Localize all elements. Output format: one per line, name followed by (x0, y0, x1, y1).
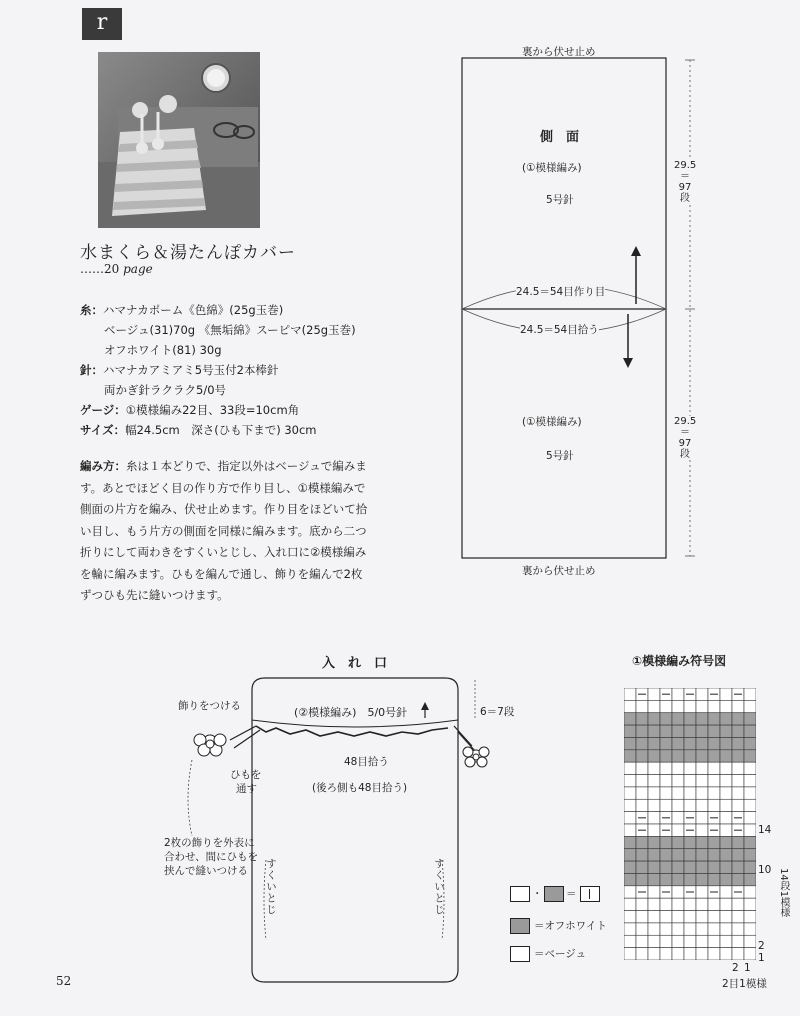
chart-cell (684, 700, 696, 712)
chart-cell (648, 948, 660, 960)
chart-cell (696, 775, 708, 787)
chart-cell (648, 700, 660, 712)
chart-cell (624, 923, 636, 935)
chart-cell (696, 935, 708, 947)
chart-cell (720, 898, 732, 910)
chart-cell (624, 935, 636, 947)
chart-cell (672, 873, 684, 885)
chart-cell (720, 911, 732, 923)
chart-cell (708, 836, 720, 848)
pattern-title: 水まくら＆湯たんぽカバー (80, 243, 296, 263)
page-ref-dots: …… (80, 262, 104, 276)
arrow-down-head-icon (623, 358, 633, 368)
chart-cell (636, 911, 648, 923)
chart-cell (744, 824, 756, 836)
pattern-top-label: (①模様編み) (522, 162, 582, 174)
legend-dot: ・ (532, 888, 543, 900)
chart-cell (732, 948, 744, 960)
chart-cell (648, 775, 660, 787)
method-label: 編み方： (80, 459, 126, 473)
materials-needle (80, 360, 278, 380)
chart-cell (696, 762, 708, 774)
chart-cell (672, 713, 684, 725)
chart-cell (648, 787, 660, 799)
chart-cell (624, 688, 636, 700)
legend-offwhite-box (510, 918, 530, 934)
chart-cell (732, 898, 744, 910)
chart-cell (684, 799, 696, 811)
chart-cell (720, 861, 732, 873)
chart-cell (720, 700, 732, 712)
chart-cell (720, 923, 732, 935)
chart-cell (624, 861, 636, 873)
chart-cell (720, 849, 732, 861)
needle-label: 針： (80, 363, 103, 377)
chart-cell (708, 799, 720, 811)
chart-cell (744, 861, 756, 873)
chart-cell (696, 886, 708, 898)
chart-cell (708, 787, 720, 799)
chart-cell (732, 911, 744, 923)
chart-cell (672, 948, 684, 960)
chart-cell (684, 923, 696, 935)
flower-left-icon (194, 734, 226, 756)
chart-cell (684, 911, 696, 923)
chart-cell (744, 688, 756, 700)
chart-cell (636, 750, 648, 762)
chart-cell (732, 873, 744, 885)
chart-cell (744, 911, 756, 923)
size-label: サイズ： (80, 423, 126, 437)
chart-cell (624, 775, 636, 787)
chart-cell (660, 737, 672, 749)
chart-cell (732, 750, 744, 762)
chart-row-2: 2 (758, 940, 765, 952)
chart-cell (696, 688, 708, 700)
chart-cell (624, 725, 636, 737)
chart-cell (744, 799, 756, 811)
chart-cell (744, 948, 756, 960)
chart-cell (648, 836, 660, 848)
chart-cell (672, 787, 684, 799)
chart-cell (732, 737, 744, 749)
chart-cell (720, 873, 732, 885)
chart-cell (636, 762, 648, 774)
chart-cell (672, 923, 684, 935)
chart-cell (684, 737, 696, 749)
chart-row-1: 1 (758, 952, 765, 964)
bag-back-pickup-label: (後ろ側も48目拾う) (312, 782, 408, 794)
needle-line1: ハマナカアミアミ5号玉付2本棒針 (103, 363, 279, 377)
flower-right-icon (463, 747, 489, 767)
chart-cell (684, 861, 696, 873)
chart-cell (744, 873, 756, 885)
chart-cell (732, 836, 744, 848)
chart-cell (648, 750, 660, 762)
chart-cell (720, 688, 732, 700)
chart-cell (624, 812, 636, 824)
chart-cell (708, 849, 720, 861)
chart-cell (636, 737, 648, 749)
chart-cell (660, 898, 672, 910)
chart-cell (720, 812, 732, 824)
yarn-line2: ベージュ(31)70g 《無垢綿》スーピマ(25g玉巻) (104, 323, 356, 337)
chart-cell (660, 775, 672, 787)
chart-row-14: 14 (758, 824, 772, 836)
legend-purl-box (580, 886, 600, 902)
chart-cell (696, 787, 708, 799)
chart-cell (624, 762, 636, 774)
page-reference (80, 262, 153, 276)
chart-cell (660, 923, 672, 935)
product-photo (98, 52, 260, 228)
legend-shaded-box (544, 886, 564, 902)
chart-cell (684, 849, 696, 861)
chart-cell (732, 849, 744, 861)
chart-cell (672, 898, 684, 910)
bag-pattern-label: (②模様編み) 5/0号針 (294, 706, 408, 719)
chart-cell (720, 948, 732, 960)
height-bottom-label: 29.5 ＝ 97 段 (674, 416, 697, 460)
chart-cell (720, 886, 732, 898)
chart-cell (636, 799, 648, 811)
chart-cell (672, 799, 684, 811)
chart-cell (672, 861, 684, 873)
chart-cell (708, 762, 720, 774)
chart-cell (684, 935, 696, 947)
materials-gauge (80, 400, 299, 420)
legend-beige-box (510, 946, 530, 962)
chart-cell (624, 737, 636, 749)
chart-cell (684, 898, 696, 910)
chart-cell (696, 948, 708, 960)
chart-cell (660, 861, 672, 873)
chart-cell (636, 849, 648, 861)
chart-cell (624, 911, 636, 923)
chart-cell (708, 737, 720, 749)
method-text: 糸は１本どりで、指定以外はベージュで編みます。あとでほどく目の作り方で作り目し、①模様編みで側面の片方を編み、伏せ止めます。作り目をほどいて拾い目し、もう片方の側面を同様に編みます。底から二つ折りにして両わきをすくいとじし、入れ口に②模様編みを輪に編みます。ひもを編んで通し、飾りを編んで2枚ずつひも先に縫いつけます。 (80, 459, 368, 602)
chart-cell (672, 911, 684, 923)
chart-cell (696, 923, 708, 935)
chart-cell (720, 836, 732, 848)
chart-cell (732, 713, 744, 725)
chart-cell (648, 923, 660, 935)
chart-cell (684, 725, 696, 737)
materials-size (80, 420, 317, 440)
chart-cell (708, 873, 720, 885)
chart-cell (660, 948, 672, 960)
chart-cell (624, 849, 636, 861)
chart-cell (636, 713, 648, 725)
chart-cell (648, 812, 660, 824)
chart-cell (744, 849, 756, 861)
chart-cell (696, 824, 708, 836)
chart-cell (672, 824, 684, 836)
chart-cell (732, 861, 744, 873)
chart-cell (672, 886, 684, 898)
yarn-line1: ハマナカポーム《色綿》(25g玉巻) (103, 303, 284, 317)
chart-cell (732, 923, 744, 935)
chart-cell (744, 700, 756, 712)
chart-cell (648, 725, 660, 737)
chart-cell (744, 812, 756, 824)
legend-equals: ＝ (566, 888, 577, 900)
chart-cell (708, 775, 720, 787)
chart-cell (624, 799, 636, 811)
legend-blank-box (510, 886, 530, 902)
chart-cell (708, 923, 720, 935)
chart-cell (672, 750, 684, 762)
section-badge: r (82, 8, 122, 40)
chart-cell (624, 898, 636, 910)
chart-cell (732, 725, 744, 737)
height-top-label: 29.5 ＝ 97 段 (674, 160, 697, 204)
chart-cell (684, 775, 696, 787)
chart-cell (672, 836, 684, 848)
chart-cell (744, 836, 756, 848)
chart-cell (636, 787, 648, 799)
chart-cell (672, 812, 684, 824)
chart-cell (648, 886, 660, 898)
chart-cell (696, 725, 708, 737)
chart-cell (660, 849, 672, 861)
chart-cell (660, 873, 672, 885)
chart-cell (660, 750, 672, 762)
materials-yarn (80, 300, 283, 320)
chart-cell (636, 861, 648, 873)
chart-cell (732, 799, 744, 811)
chart-cell (696, 713, 708, 725)
pick-up-label: 24.5＝54目拾う (520, 324, 599, 336)
chart-cell (732, 787, 744, 799)
side-panel-diagram (440, 40, 720, 580)
chart-cell (684, 750, 696, 762)
chart-cell (624, 824, 636, 836)
chart-cell (708, 935, 720, 947)
chart-cell (744, 787, 756, 799)
chart-cell (648, 713, 660, 725)
cord-path (256, 726, 448, 736)
ornament-note: 2枚の飾りを外表に 合わせ、間にひもを 挟んで縫いつける (164, 837, 259, 877)
chart-cell (624, 713, 636, 725)
chart-cell (708, 898, 720, 910)
chart-cell (744, 713, 756, 725)
chart-col-1: 1 (744, 962, 751, 974)
chart-cell (696, 799, 708, 811)
top-bindoff-label: 裏から伏せ止め (522, 46, 596, 58)
chart-cell (624, 750, 636, 762)
chart-cell (660, 700, 672, 712)
chart-cell (624, 886, 636, 898)
chart-cell (696, 911, 708, 923)
chart-cell (660, 787, 672, 799)
arrow-up-head-icon (631, 246, 641, 256)
chart-cell (744, 935, 756, 947)
legend-offwhite-label: ＝オフホワイト (534, 920, 607, 932)
chart-cell (648, 935, 660, 947)
ornament-label: 飾りをつける (178, 700, 241, 712)
gauge-label: ゲージ： (80, 403, 126, 417)
chart-cell (708, 725, 720, 737)
chart-cell (696, 812, 708, 824)
chart-cell (708, 750, 720, 762)
seam-right-label: すくいとじ (433, 858, 445, 916)
chart-cell (744, 886, 756, 898)
opening-line (252, 720, 458, 727)
chart-cell (684, 873, 696, 885)
chart-cell (732, 762, 744, 774)
cord-label: ひもを 通す (230, 769, 262, 795)
chart-cell (648, 799, 660, 811)
chart-cell (648, 898, 660, 910)
knitting-method (80, 456, 370, 607)
chart-cell (672, 737, 684, 749)
chart-cell (672, 725, 684, 737)
page-ref-number: 20 (104, 262, 120, 276)
chart-cell (720, 737, 732, 749)
chart-cell (720, 775, 732, 787)
chart-cell (720, 713, 732, 725)
yarn-label: 糸： (80, 303, 103, 317)
chart-cell (744, 737, 756, 749)
chart-cell (624, 700, 636, 712)
chart-cell (684, 787, 696, 799)
chart-cell (696, 737, 708, 749)
chart-cell (732, 775, 744, 787)
chart-cell (660, 762, 672, 774)
chart-cell (684, 713, 696, 725)
chart-cell (720, 750, 732, 762)
chart-cell (732, 935, 744, 947)
chart-cell (648, 911, 660, 923)
chart-cell (660, 799, 672, 811)
chart-cell (696, 898, 708, 910)
chart-cell (660, 836, 672, 848)
chart-cell (720, 787, 732, 799)
chart-cell (636, 700, 648, 712)
chart-cell (648, 688, 660, 700)
bottom-bindoff-label: 裏から伏せ止め (522, 565, 596, 577)
chart-cell (648, 762, 660, 774)
chart-cell (648, 737, 660, 749)
chart-cell (636, 935, 648, 947)
chart-cell (624, 836, 636, 848)
seam-left-label: すくいとじ (265, 858, 277, 916)
chart-cell (660, 935, 672, 947)
chart-cell (648, 824, 660, 836)
chart-cell (720, 799, 732, 811)
chart-cell (672, 775, 684, 787)
chart-cell (684, 948, 696, 960)
chart-cell (636, 948, 648, 960)
chart-cell (708, 713, 720, 725)
chart-repeat-vertical: 14段1模様 (778, 868, 789, 918)
page-number: 52 (56, 974, 72, 988)
needle-line2: 両かぎ針ラクラク5/0号 (104, 383, 227, 397)
chart-title: ①模様編み符号図 (632, 654, 727, 668)
needle-top-label: 5号針 (546, 194, 574, 206)
chart-cell (720, 725, 732, 737)
chart-cell (696, 750, 708, 762)
yarn-line3: オフホワイト(81) 30g (104, 343, 222, 357)
chart-cell (684, 762, 696, 774)
chart-cell (720, 762, 732, 774)
chart-cell (744, 725, 756, 737)
chart-cell (708, 911, 720, 923)
side-panel-title: 側 面 (540, 130, 580, 145)
chart-row-10: 10 (758, 864, 772, 876)
gauge-value: ①模様編み22目、33段=10cm角 (125, 403, 300, 417)
chart-cell (624, 787, 636, 799)
needle-bottom-label: 5号針 (546, 450, 574, 462)
pattern-bottom-label: (①模様編み) (522, 416, 582, 428)
chart-cell (624, 873, 636, 885)
bag-pickup-label: 48目拾う (344, 756, 389, 768)
size-value: 幅24.5cm 深さ(ひも下まで) 30cm (125, 423, 317, 437)
opening-title: 入 れ 口 (322, 656, 388, 671)
chart-cell (708, 700, 720, 712)
chart-cell (636, 725, 648, 737)
bag-rows-label: 6＝7段 (480, 706, 515, 718)
chart-cell (636, 836, 648, 848)
chart-cell (672, 849, 684, 861)
chart-col-2: 2 (732, 962, 739, 974)
page-ref-word: page (123, 262, 153, 276)
chart-cell (648, 873, 660, 885)
chart-cell (720, 824, 732, 836)
chart-cell (696, 836, 708, 848)
chart-cell (744, 750, 756, 762)
chart-repeat-horizontal: 2目1模様 (722, 978, 767, 990)
chart-cell (708, 861, 720, 873)
chart-cell (672, 688, 684, 700)
chart-cell (636, 873, 648, 885)
chart-cell (648, 849, 660, 861)
chart-cell (672, 935, 684, 947)
chart-cell (708, 948, 720, 960)
chart-cell (744, 898, 756, 910)
chart-cell (672, 762, 684, 774)
chart-cell (624, 948, 636, 960)
legend-beige-label: ＝ベージュ (534, 948, 587, 960)
chart-cell (684, 836, 696, 848)
cast-on-label: 24.5＝54目作り目 (516, 286, 606, 298)
stitch-chart-grid (624, 688, 756, 960)
chart-cell (720, 935, 732, 947)
chart-cell (696, 849, 708, 861)
chart-cell (660, 911, 672, 923)
chart-cell (696, 861, 708, 873)
chart-cell (672, 700, 684, 712)
chart-cell (636, 775, 648, 787)
chart-cell (636, 923, 648, 935)
chart-cell (744, 775, 756, 787)
chart-cell (744, 923, 756, 935)
chart-cell (732, 700, 744, 712)
chart-cell (660, 725, 672, 737)
chart-cell (660, 713, 672, 725)
chart-cell (636, 898, 648, 910)
chart-cell (744, 762, 756, 774)
chart-cell (696, 873, 708, 885)
chart-cell (648, 861, 660, 873)
chart-cell (696, 700, 708, 712)
